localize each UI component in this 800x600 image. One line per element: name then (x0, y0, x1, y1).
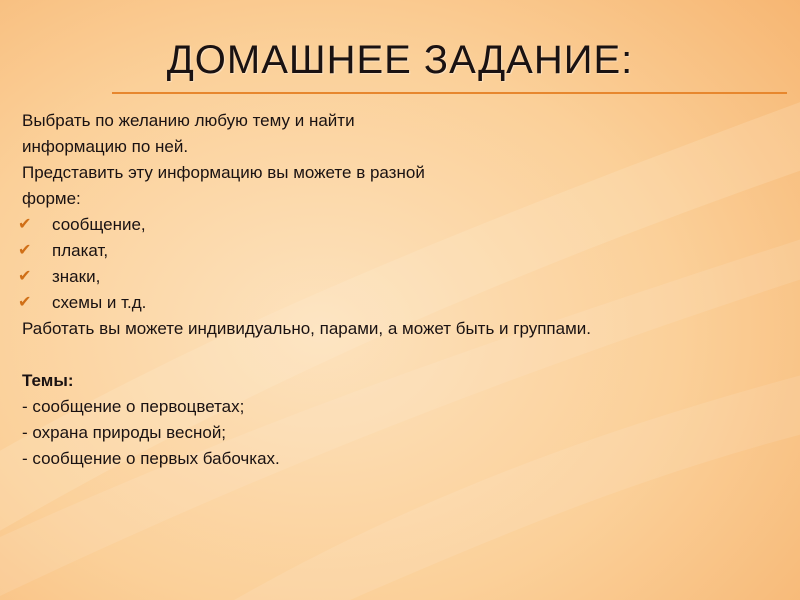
intro-line: Выбрать по желанию любую тему и найти (22, 111, 355, 130)
bullet-item (18, 264, 782, 290)
topics-heading: Темы: (22, 371, 74, 390)
checkmark-icon: ✔ (18, 268, 32, 285)
bullet-item (18, 238, 782, 264)
topic-item: - охрана природы весной; (22, 423, 227, 442)
topic-item: - сообщение о первых бабочках. (22, 449, 280, 468)
page-title: ДОМАШНЕЕ ЗАДАНИЕ: (166, 38, 634, 82)
checkmark-icon: ✔ (18, 242, 32, 259)
work-line: Работать вы можете индивидуально, парами, а может быть и группами. (22, 319, 592, 338)
title-divider (112, 92, 787, 94)
bullet-text: схемы и т.д. (52, 293, 147, 312)
bullet-text: знаки, (52, 267, 101, 286)
checkmark-icon: ✔ (18, 216, 32, 233)
slide-body (18, 108, 782, 472)
bullet-text: плакат, (52, 241, 109, 260)
intro-line: форме: (22, 189, 81, 208)
topic-item: - сообщение о первоцветах; (22, 397, 245, 416)
bullet-item (18, 290, 782, 316)
intro-line: Представить эту информацию вы можете в разной (22, 163, 425, 182)
bullet-text: сообщение, (52, 215, 146, 234)
checkmark-icon: ✔ (18, 294, 32, 311)
bullet-item (18, 212, 782, 238)
intro-line: информацию по ней. (22, 137, 189, 156)
